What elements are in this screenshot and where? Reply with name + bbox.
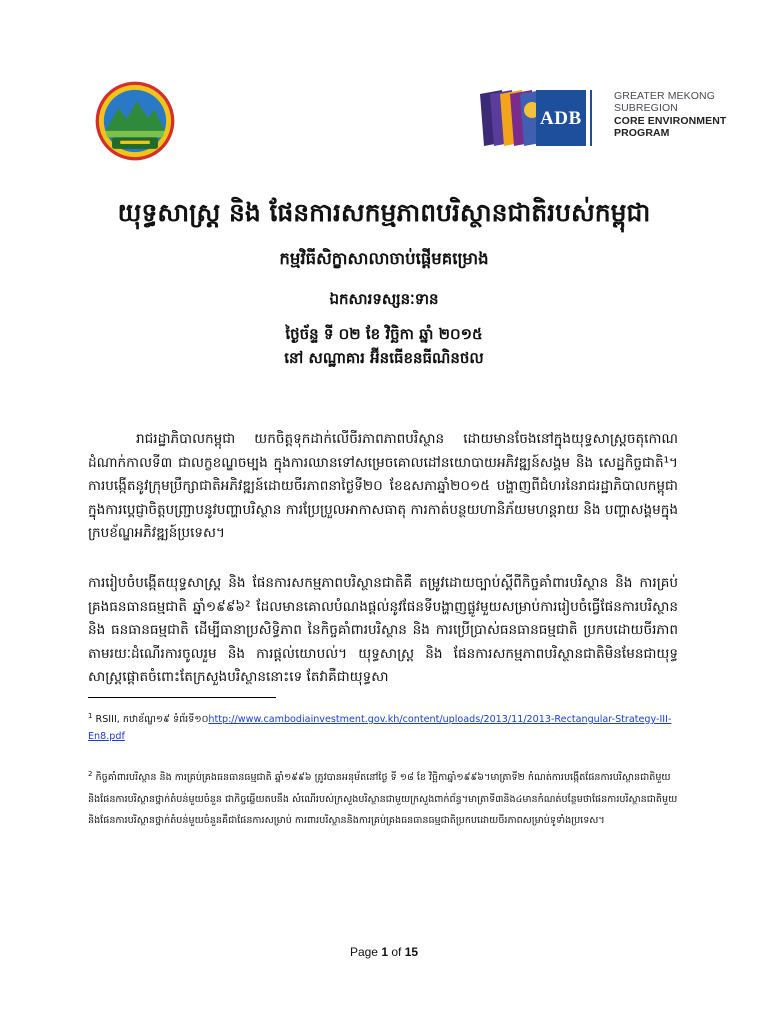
document-title: យុទ្ធសាស្ត្រ និង ផែនការសកម្មភាពបរិស្ថានជាតិរបស់កម្ពុជា bbox=[117, 198, 651, 227]
page-word: Page bbox=[349, 945, 378, 959]
page-of-word: of bbox=[391, 945, 402, 959]
event-venue: នៅ សណ្ឋាគារ អ៊ីនធើខនធីណិនថល bbox=[284, 349, 484, 367]
event-info bbox=[0, 322, 768, 370]
event-date: ថ្ងៃច័ន្ទ ទី ០២ ខែ វិច្ឆិកា ឆ្នាំ ២០១៥ bbox=[285, 325, 483, 343]
footnote-2-text: កិច្ចគាំពារបរិស្ថាន និង ការគ្រប់គ្រងធនធានធម្មជាតិ ឆ្នាំ១៩៩៦ ត្រូវបានអនុម័តនៅថ្ងៃ ទី ១៨ ខែ វិច្ឆិកាឆ្នាំ១៩៩៦។មាត្រាទី២ កំណត់ការបង្កើតផែនការបរិស្ថានជាតិមួយនិងផែនការបរិស្ថានថ្នាក់តំបន់មួយចំនួន ជាកិច្ចឆ្លើយតបនឹង សំណើរបស់ក្រសួងបរិស្ថានជាមួយក្រសួងពាក់ព័ន្ធ។មាត្រាទី៣និង៤មានកំណត់បន្ថែមថាផែនការបរិស្ថានជាតិមួយនិងផែនការបរិស្ថានថ្នាក់តំបន់មួយចំនួនគឺជាផែនការសម្រាប់ ការពារបរិស្ថាននិងការគ្រប់គ្រងធនធានធម្មជាតិប្រកបដោយចីរភាពសម្រាប់ទូទាំងប្រទេស។ bbox=[88, 772, 678, 827]
footnote-1-link[interactable]: http://www.cambodiainvestment.gov.kh/content/uploads/2013/11/2013-Rectangular-Strategy-III-En8.pdf bbox=[88, 714, 672, 743]
ministry-emblem-icon bbox=[94, 80, 176, 162]
adb-label: ADB bbox=[540, 108, 582, 129]
footnote-2 bbox=[88, 764, 680, 832]
footnote-divider bbox=[88, 697, 276, 698]
page-current: 1 bbox=[381, 945, 388, 959]
gms-program-name bbox=[614, 90, 726, 140]
footnote-1 bbox=[88, 708, 680, 745]
page-number bbox=[0, 945, 768, 959]
footnote-2-mark: 2 bbox=[88, 770, 93, 778]
footnote-1-text: RSIII, កឋាខ័ណ្ឌ១៩ ទំព័រទី១០ bbox=[95, 714, 209, 726]
body-paragraph-1: រាជរដ្ឋាភិបាលកម្ពុជា យកចិត្តទុកដាក់លើចីរភាពភាពបរិស្ថាន ដោយមានចែងនៅក្នុងយុទ្ធសាស្រ្តចតុកោណដំណាក់កាលទី៣ ជាលក្ខខណ្ឌចម្បង ក្នុងការឈានទៅសម្រេចគោលដៅនយោបាយអភិវឌ្ឍន៍សង្គម និង សេដ្ឋកិច្ចជាតិ¹។ ការបង្កើតនូវក្រុមប្រឹក្សាជាតិអភិវឌ្ឍន៍ដោយចីរភាពនាថ្ងៃទី២០ ខែឧសភាឆ្នាំ២០១៥ បង្ហាញពីជំហរនៃរាជរដ្ឋាភិបាលកម្ពុជាក្នុងការប្តេជ្ញាចិត្តបញ្ជ្រាបនូវបញ្ហាបរិស្ថាន ការប្រែប្រួលអាកាសធាតុ ការកាត់បន្ថយហានិភ័យមហន្តរាយ និង បញ្ហាសង្គមក្នុងក្របខ័ណ្ឌអភិវឌ្ឍន៍ប្រទេស។ bbox=[88, 431, 678, 541]
gms-line-1: GREATER MEKONG bbox=[614, 90, 715, 102]
gms-line-4: PROGRAM bbox=[614, 127, 670, 140]
document-type: ឯកសារទស្សនៈទាន bbox=[329, 290, 439, 308]
document-subtitle: កម្មវិធីសិក្ខាសាលាចាប់ផ្តើមគម្រោង bbox=[279, 249, 489, 268]
gms-line-3: CORE ENVIRONMENT bbox=[614, 114, 727, 127]
body-paragraph-2: ការរៀបចំបង្កើតយុទ្ធសាស្ត្រ និង ផែនការសកម្មភាពបរិស្ថានជាតិគឺ តម្រូវដោយច្បាប់ស្តីពីកិច្ចគាំពារបរិស្ថាន និង ការគ្រប់គ្រងធនធានធម្មជាតិ ឆ្នាំ១៩៩៦² ដែលមានគោលបំណងផ្តល់នូវផែនទីបង្ហាញផ្លូវមួយសម្រាប់ការរៀបចំធ្វើផែនការបរិស្ថាន និង ធនធានធម្មជាតិ ដើម្បីធានាប្រសិទ្ធិភាព នៃកិច្ចគាំពារបរិស្ថាន និង ការប្រើប្រាស់ធនធានធម្មជាតិ ប្រកបដោយចីរភាព តាមរយៈដំណើរការចូលរួម និង ការផ្តល់យោបល់។ យុទ្ធសាស្ត្រ និង ផែនការសកម្មភាពបរិស្ថានជាតិមិនមែនជាយុទ្ធសាស្រ្តផ្តោតចំពោះតែក្រសួងបរិស្ថាននោះទេ តែវាគឺជាយុទ្ធសា bbox=[88, 575, 678, 685]
gms-line-2: SUBREGION bbox=[614, 102, 678, 115]
page-total: 15 bbox=[404, 945, 419, 959]
footnote-1-mark: 1 bbox=[88, 712, 93, 720]
